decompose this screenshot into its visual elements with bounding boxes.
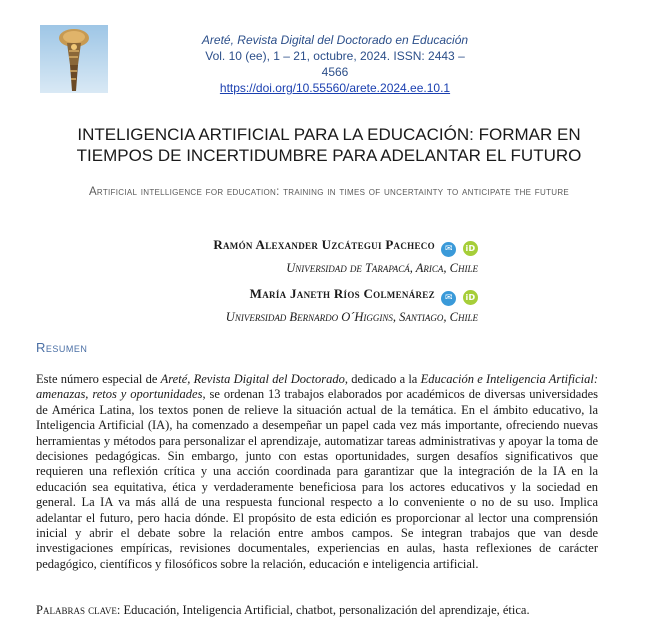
keywords [36,603,616,618]
author-affiliation: Universidad de Tarapacá, Arica, Chile [286,261,478,275]
author-1 [213,237,478,276]
keywords-label: Palabras clave: [36,603,121,617]
author-affiliation: Universidad Bernardo O´Higgins, Santiago, Chile [225,310,478,324]
journal-header [200,32,470,96]
abstract-body [36,372,598,572]
mail-icon[interactable]: ✉ [441,242,456,257]
journal-name: Areté, Revista Digital del Doctorado en Educación [201,33,469,47]
volume-info: Vol. 10 (ee), 1 – 21, octubre, 2024. ISSN: 2443 – 4566 [205,49,465,79]
doi-link[interactable]: https://doi.org/10.55560/arete.2024.ee.10.1 [219,81,451,95]
abstract-text: Este número especial de [36,372,161,386]
abstract-text: , se ordenan 13 trabajos elaborados por académicos de diversas universidades de América Latina, los textos ponen de relieve la situación actual de la temática. En el ámbito educativo, la Inteligencia Artificial (IA), ha comenzado a desempeñar un papel cada vez más importante, ofreciendo nuevas herramientas y métodos para personalizar el aprendizaje, automatizar tareas administrativas y apoyar la toma de decisiones pedagógicas. Sin embargo, junto con estas oportunidades, surgen desafíos significativos que requieren una reflexión crítica y una acción coordinada para garantizar que la integración de la IA en la educación sea equitativa, ética y verdaderamente beneficiosa para los actores educativos y la sociedad en general. La IA va más allá de una respuesta funcional respecto a lo conveniente o no de su uso. Implica adelantar el futuro, pero hacia dónde. El propósito de esta edición es proporcionar al lector una comprensión inicial y abrir el debate sobre la relación entre ambos campos. Se integran trabajos que van desde investigaciones empíricas, revisiones documentales, experiencias en aulas, hasta reflexiones de carácter pedagógico, científicos y filosóficos sobre la relación, educación e inteligencia artificial. [36,387,598,571]
mail-icon[interactable]: ✉ [441,291,456,306]
journal-logo [40,25,108,93]
abstract-heading: Resumen [36,340,88,355]
english-title: Artificial intelligence for education: training in times of uncertainty to anticipate the future [88,186,570,198]
issue-title-italic: Educación e Inteligencia Artificial: amenazas, retos y oportunidades [36,372,599,402]
orcid-icon[interactable]: iD [463,290,478,305]
abstract-text: , dedicado a la [344,372,421,386]
orcid-icon[interactable]: iD [463,241,478,256]
author-2 [226,286,478,325]
author-name: Ramón Alexander Uzcátegui Pacheco [213,237,435,252]
author-name: María Janeth Ríos Colmenárez [249,286,435,301]
title-line-1: INTELIGENCIA ARTIFICIAL PARA LA EDUCACIÓN: FORMAR EN [77,125,581,144]
keywords-text: Educación, Inteligencia Artificial, chatbot, personalización del aprendizaje, ética. [120,603,530,617]
title-line-2: TIEMPOS DE INCERTIDUMBRE PARA ADELANTAR EL FUTURO [76,146,582,165]
article-title [30,124,628,166]
journal-name-italic: Areté, Revista Digital del Doctorado [160,372,345,386]
